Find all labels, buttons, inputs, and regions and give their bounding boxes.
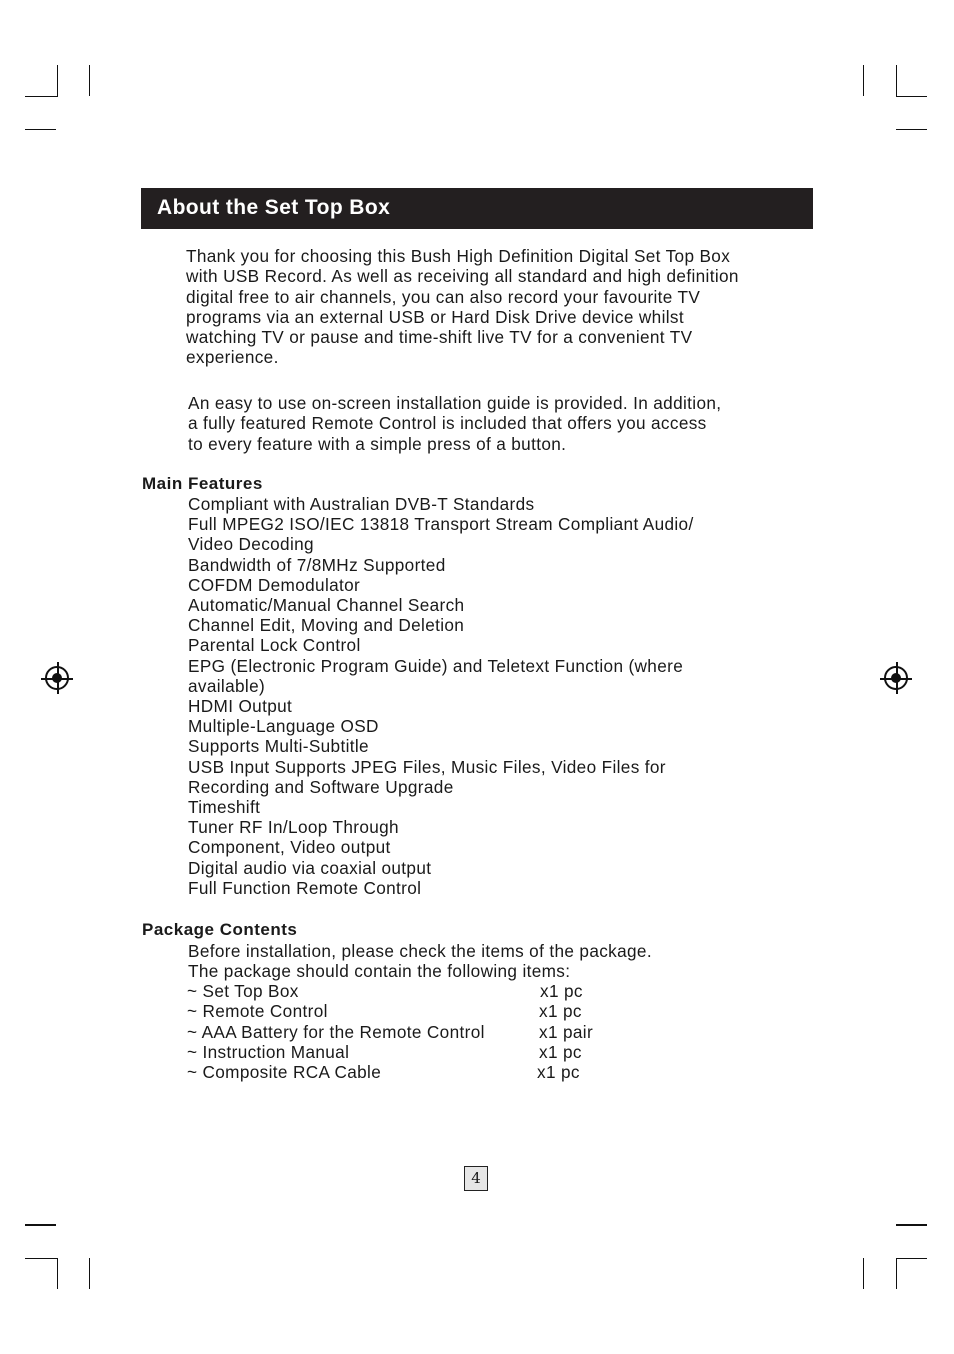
feature-item: EPG (Electronic Program Guide) and Teletext Function (where available) <box>188 655 684 696</box>
registration-mark-right-icon <box>884 666 908 690</box>
package-item-name: ~ Remote Control <box>187 1001 328 1022</box>
feature-item: Channel Edit, Moving and Deletion <box>188 615 465 636</box>
package-item-qty: x1 pc <box>537 1062 580 1083</box>
main-features-heading: Main Features <box>142 474 263 493</box>
crop-mark-bottom-left-v <box>57 1258 58 1289</box>
package-item-qty: x1 pc <box>539 1001 582 1022</box>
feature-item: Compliant with Australian DVB-T Standards <box>188 494 535 514</box>
feature-item: Multiple-Language OSD <box>188 716 379 737</box>
package-item-qty: x1 pc <box>540 981 583 1001</box>
crop-mark-top-right-v2 <box>896 65 897 96</box>
feature-item: Full MPEG2 ISO/IEC 13818 Transport Stream Compliant Audio/ Video Decoding <box>188 514 694 555</box>
crop-mark-bottom-left-h2 <box>25 1258 58 1259</box>
package-item-name: ~ Set Top Box <box>187 981 299 1001</box>
crop-mark-bottom-right-h <box>896 1224 927 1226</box>
crop-mark-bottom-left-h <box>25 1224 56 1226</box>
feature-item: COFDM Demodulator <box>188 574 361 595</box>
crop-mark-top-right-v <box>863 65 864 96</box>
feature-item: Supports Multi-Subtitle <box>188 736 369 757</box>
package-item <box>187 1062 580 1083</box>
package-contents-list <box>187 981 594 1083</box>
crop-mark-top-left-v2 <box>89 65 90 96</box>
intro-paragraph-1: Thank you for choosing this Bush High Definition Digital Set Top Box with USB Record. As well as receiving all standard and high definition digital free to air channels, you can also record your favourite TV programs via an external USB or Hard Disk Drive device whilst watching TV or pause and time-shift live TV for a convenient TV experience. <box>186 246 739 368</box>
intro-paragraph-2: An easy to use on-screen installation guide is provided. In addition, a fully featured Remote Control is included that offers you access to every feature with a simple press of a button. <box>188 393 722 454</box>
crop-mark-top-right-h2 <box>896 129 927 130</box>
package-contents-heading: Package Contents <box>142 920 298 939</box>
crop-mark-top-left-h <box>25 96 58 97</box>
package-item-name: ~ Composite RCA Cable <box>187 1062 382 1083</box>
feature-item: Full Function Remote Control <box>188 877 422 898</box>
crop-mark-bottom-right-v <box>863 1258 864 1289</box>
crop-mark-bottom-right-h2 <box>896 1258 927 1259</box>
section-title-bar <box>141 188 813 229</box>
feature-item: Digital audio via coaxial output <box>188 857 432 878</box>
crop-mark-top-left-v <box>57 65 58 96</box>
feature-item: Parental Lock Control <box>188 635 361 656</box>
package-item-name: ~ Instruction Manual <box>187 1041 350 1062</box>
feature-item: HDMI Output <box>188 696 293 717</box>
package-item-qty: x1 pc <box>539 1041 582 1062</box>
package-item <box>187 1001 582 1022</box>
page-title: About the Set Top Box <box>157 196 391 219</box>
feature-item: USB Input Supports JPEG Files, Music Files, Video Files for Recording and Software Upgrade <box>188 756 666 797</box>
main-features-list <box>188 494 694 898</box>
crop-mark-top-right-h <box>896 96 927 97</box>
feature-item: Bandwidth of 7/8MHz Supported <box>188 554 446 575</box>
feature-item: Component, Video output <box>188 837 391 858</box>
package-item-name: ~ AAA Battery for the Remote Control <box>187 1021 485 1042</box>
crop-mark-bottom-right-v2 <box>896 1258 897 1289</box>
registration-mark-left-icon <box>45 666 69 690</box>
package-contents-intro: Before installation, please check the items of the package. The package should contain the following items: <box>188 941 652 982</box>
package-item-qty: x1 pair <box>539 1021 594 1042</box>
package-item <box>187 1021 594 1042</box>
feature-item: Automatic/Manual Channel Search <box>188 595 465 616</box>
crop-mark-top-left-h2 <box>25 129 56 130</box>
crop-mark-bottom-left-v2 <box>89 1258 90 1289</box>
feature-item: Tuner RF In/Loop Through <box>188 817 399 838</box>
page-number: 4 <box>464 1166 488 1191</box>
feature-item: Timeshift <box>188 797 261 818</box>
package-item <box>187 981 583 1001</box>
package-item <box>187 1041 582 1062</box>
